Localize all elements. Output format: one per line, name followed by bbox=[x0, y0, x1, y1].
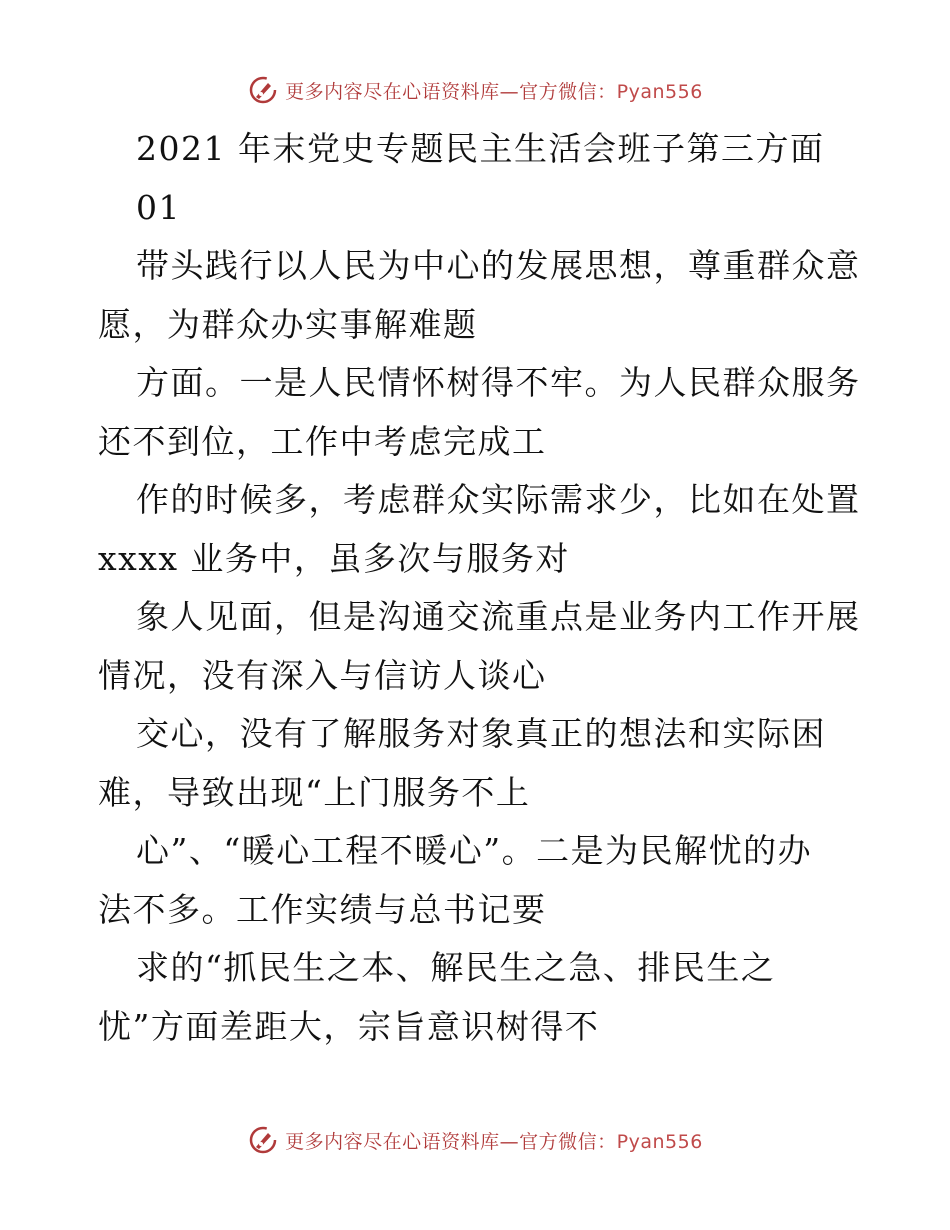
text-line: 还不到位，工作中考虑完成工 bbox=[98, 421, 547, 461]
watermark-header bbox=[0, 70, 950, 110]
text-line: 作的时候多，考虑群众实际需求少，比如在处置 bbox=[136, 480, 861, 519]
text-line: 愿，为群众办实事解难题 bbox=[98, 304, 478, 344]
section-number: 01 bbox=[136, 187, 181, 227]
document-body bbox=[98, 120, 861, 1056]
text-line: 交心，没有了解服务对象真正的想法和实际困 bbox=[136, 714, 826, 753]
watermark-footer bbox=[0, 1120, 950, 1160]
text-line: 象人见面，但是沟通交流重点是业务内工作开展 bbox=[136, 597, 861, 636]
text-line: 方面。一是人民情怀树得不牢。为人民群众服务 bbox=[136, 363, 861, 402]
text-line: 心”、“暖心工程不暖心”。二是为民解忧的办 bbox=[136, 831, 813, 870]
text-line: 难，导致出现“上门服务不上 bbox=[98, 772, 531, 812]
text-line: 法不多。工作实绩与总书记要 bbox=[98, 889, 547, 929]
text-line: 求的“抓民生之本、解民生之急、排民生之 bbox=[136, 948, 776, 987]
text-line: 忧”方面差距大，宗旨意识树得不 bbox=[98, 1006, 600, 1046]
watermark-text: 更多内容尽在心语资料库—官方微信： bbox=[285, 1130, 617, 1153]
document-title: 2021 年末党史专题民主生活会班子第三方面 bbox=[136, 129, 825, 168]
text-line: 带头践行以人民为中心的发展思想，尊重群众意 bbox=[136, 246, 861, 285]
pen-nib-circle-icon bbox=[247, 1124, 279, 1156]
text-line: xxxx 业务中，虽多次与服务对 bbox=[98, 538, 570, 578]
watermark-wechat-id: Pyan556 bbox=[616, 1130, 703, 1153]
watermark-wechat-id: Pyan556 bbox=[616, 80, 703, 103]
watermark-text: 更多内容尽在心语资料库—官方微信： bbox=[285, 80, 617, 103]
text-line: 情况，没有深入与信访人谈心 bbox=[98, 655, 547, 695]
pen-nib-circle-icon bbox=[247, 74, 279, 106]
